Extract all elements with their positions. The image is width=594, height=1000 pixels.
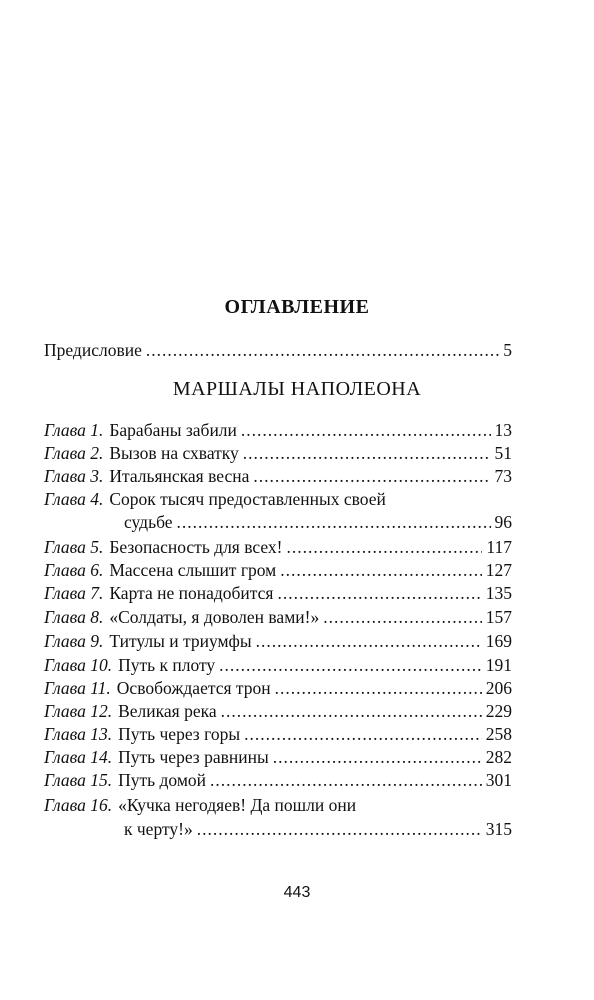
chapter-label: Глава 12. <box>44 701 113 721</box>
entry-page-number: 13 <box>494 420 512 440</box>
entry-title: Итальянская весна <box>109 466 250 486</box>
entry-title-line1: Сорок тысяч предоставленных своей <box>109 489 386 509</box>
entry-title-line1: «Кучка негодяев! Да пошли они <box>118 795 357 815</box>
chapter-label: Глава 16. <box>44 795 113 815</box>
chapter-label: Глава 9. <box>44 631 104 651</box>
entry-title: Титулы и триумфы <box>109 631 252 651</box>
entry-page-number: 117 <box>486 537 512 557</box>
toc-entry-chapter-10[interactable] <box>44 653 512 677</box>
toc-entry-chapter-16[interactable] <box>124 817 512 841</box>
chapter-label: Глава 6. <box>44 560 104 580</box>
entry-title: Предисловие <box>44 340 142 360</box>
toc-entry-chapter-8[interactable] <box>44 605 512 629</box>
entry-title: «Солдаты, я доволен вами!» <box>109 607 320 627</box>
toc-entry-chapter-11[interactable] <box>44 676 512 700</box>
entry-page-number: 157 <box>485 607 512 627</box>
entry-page-number: 191 <box>485 655 512 675</box>
toc-entry-chapter-4[interactable] <box>124 510 512 534</box>
entry-page-number: 5 <box>503 340 512 360</box>
toc-entry-chapter-16-line1[interactable] <box>44 793 512 817</box>
entry-page-number: 135 <box>485 583 512 603</box>
entry-title: Вызов на схватку <box>109 443 239 463</box>
toc-entry-chapter-12[interactable] <box>44 699 512 723</box>
entry-title: Безопасность для всех! <box>109 537 283 557</box>
entry-title: Массена слышит гром <box>109 560 277 580</box>
toc-entry-chapter-13[interactable] <box>44 722 512 746</box>
toc-entry-chapter-1[interactable] <box>44 418 512 442</box>
entry-page-number: 169 <box>485 631 512 651</box>
page-number: 443 <box>283 884 311 901</box>
dot-leader <box>275 676 482 700</box>
entry-page-number: 229 <box>485 701 512 721</box>
toc-entry-preface[interactable] <box>44 338 512 362</box>
chapter-label: Глава 15. <box>44 770 113 790</box>
entry-title: Барабаны забили <box>109 420 237 440</box>
entry-title: Освобождается трон <box>116 678 271 698</box>
dot-leader <box>256 629 482 653</box>
dot-leader <box>177 510 491 534</box>
dot-leader <box>244 722 482 746</box>
chapter-label: Глава 14. <box>44 747 113 767</box>
entry-page-number: 301 <box>485 770 512 790</box>
dot-leader <box>219 653 482 677</box>
entry-title: Путь к плоту <box>118 655 216 675</box>
entry-page-number: 96 <box>494 512 512 532</box>
toc-entry-chapter-2[interactable] <box>44 441 512 465</box>
dot-leader <box>241 418 491 442</box>
entry-title: судьбе <box>124 512 173 532</box>
chapter-label: Глава 3. <box>44 466 104 486</box>
dot-leader <box>273 745 482 769</box>
dot-leader <box>243 441 491 465</box>
toc-entry-chapter-6[interactable] <box>44 558 512 582</box>
dot-leader <box>253 464 490 488</box>
toc-entry-chapter-9[interactable] <box>44 629 512 653</box>
entry-page-number: 282 <box>485 747 512 767</box>
entry-page-number: 51 <box>494 443 512 463</box>
dot-leader <box>277 581 481 605</box>
chapter-label: Глава 11. <box>44 678 111 698</box>
chapter-label: Глава 1. <box>44 420 104 440</box>
entry-page-number: 73 <box>494 466 512 486</box>
toc-entry-chapter-14[interactable] <box>44 745 512 769</box>
chapter-label: Глава 5. <box>44 537 104 557</box>
toc-entry-chapter-7[interactable] <box>44 581 512 605</box>
entry-title: Путь через горы <box>118 724 241 744</box>
entry-title: Великая река <box>118 701 217 721</box>
entry-title: к черту!» <box>124 819 193 839</box>
chapter-label: Глава 8. <box>44 607 104 627</box>
section-title: МАРШАЛЫ НАПОЛЕОНА <box>172 378 422 400</box>
dot-leader <box>323 605 482 629</box>
entry-page-number: 315 <box>485 819 512 839</box>
toc-title: ОГЛАВЛЕНИЕ <box>224 296 370 318</box>
toc-entry-chapter-3[interactable] <box>44 464 512 488</box>
toc-entry-chapter-15[interactable] <box>44 768 512 792</box>
entry-title: Путь домой <box>118 770 207 790</box>
chapter-label: Глава 13. <box>44 724 113 744</box>
chapter-label: Глава 7. <box>44 583 104 603</box>
toc-entry-chapter-5[interactable] <box>44 535 512 559</box>
entry-page-number: 206 <box>485 678 512 698</box>
dot-leader <box>197 817 482 841</box>
dot-leader <box>210 768 482 792</box>
dot-leader <box>146 338 499 362</box>
entry-page-number: 127 <box>485 560 512 580</box>
entry-title: Путь через равнины <box>118 747 269 767</box>
chapter-label: Глава 10. <box>44 655 113 675</box>
chapter-label: Глава 4. <box>44 489 104 509</box>
dot-leader <box>287 535 483 559</box>
dot-leader <box>221 699 482 723</box>
entry-title: Карта не понадобится <box>109 583 274 603</box>
entry-page-number: 258 <box>485 724 512 744</box>
dot-leader <box>280 558 481 582</box>
toc-entry-chapter-4-line1[interactable] <box>44 487 512 511</box>
chapter-label: Глава 2. <box>44 443 104 463</box>
